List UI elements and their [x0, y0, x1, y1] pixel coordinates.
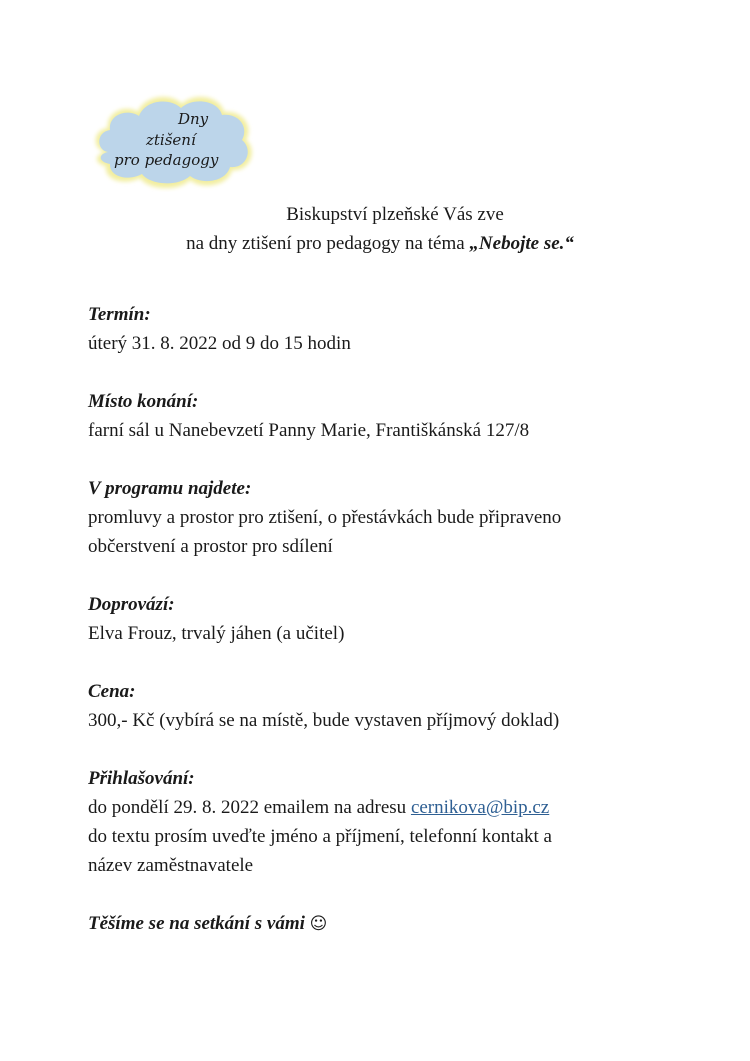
- invitation-intro: [0, 200, 750, 258]
- event-theme: „Nebojte se.“: [469, 233, 574, 254]
- section-date: [88, 300, 688, 358]
- section-text: 300,- Kč (vybírá se na místě, bude vystaven příjmový doklad): [88, 710, 560, 731]
- section-program: [88, 474, 688, 561]
- event-details: [88, 300, 688, 939]
- invitation-line: Biskupství plzeňské Vás zve: [286, 204, 504, 225]
- section-text: promluvy a prostor pro ztišení, o přestávkách bude připraveno: [88, 507, 562, 528]
- section-label: Doprovází:: [88, 594, 175, 615]
- section-venue: [88, 387, 688, 445]
- section-label: V programu najdete:: [88, 478, 252, 499]
- invitation-line: [0, 229, 750, 258]
- closing-text: Těšíme se na setkání s vámi: [88, 913, 310, 934]
- logo-text-line: Dny: [178, 110, 209, 128]
- section-text: občerstvení a prostor pro sdílení: [88, 536, 333, 557]
- section-text: název zaměstnavatele: [88, 855, 254, 876]
- logo-text-line: pro pedagogy: [114, 151, 219, 169]
- section-text: úterý 31. 8. 2022 od 9 do 15 hodin: [88, 333, 351, 354]
- section-text: Elva Frouz, trvalý jáhen (a učitel): [88, 623, 345, 644]
- section-label: Termín:: [88, 304, 151, 325]
- section-registration: [88, 764, 688, 880]
- section-text: do textu prosím uveďte jméno a příjmení, telefonní kontakt a: [88, 826, 552, 847]
- email-link[interactable]: cernikova@bip.cz: [410, 797, 550, 818]
- section-text: [88, 793, 688, 822]
- section-guide: [88, 590, 688, 648]
- logo-text-line: ztišení: [146, 131, 196, 149]
- invitation-text: na dny ztišení pro pedagogy na téma: [186, 233, 470, 254]
- section-text: farní sál u Nanebevzetí Panny Marie, Františkánská 127/8: [88, 420, 530, 441]
- closing-line: [88, 909, 688, 939]
- section-price: [88, 677, 688, 735]
- section-label: Cena:: [88, 681, 136, 702]
- smiley-icon: ☺: [309, 914, 328, 934]
- section-label: Místo konání:: [88, 391, 199, 412]
- event-logo-cloud: [86, 86, 258, 192]
- section-label: Přihlašování:: [88, 768, 195, 789]
- registration-deadline-text: do pondělí 29. 8. 2022 emailem na adresu: [88, 797, 411, 818]
